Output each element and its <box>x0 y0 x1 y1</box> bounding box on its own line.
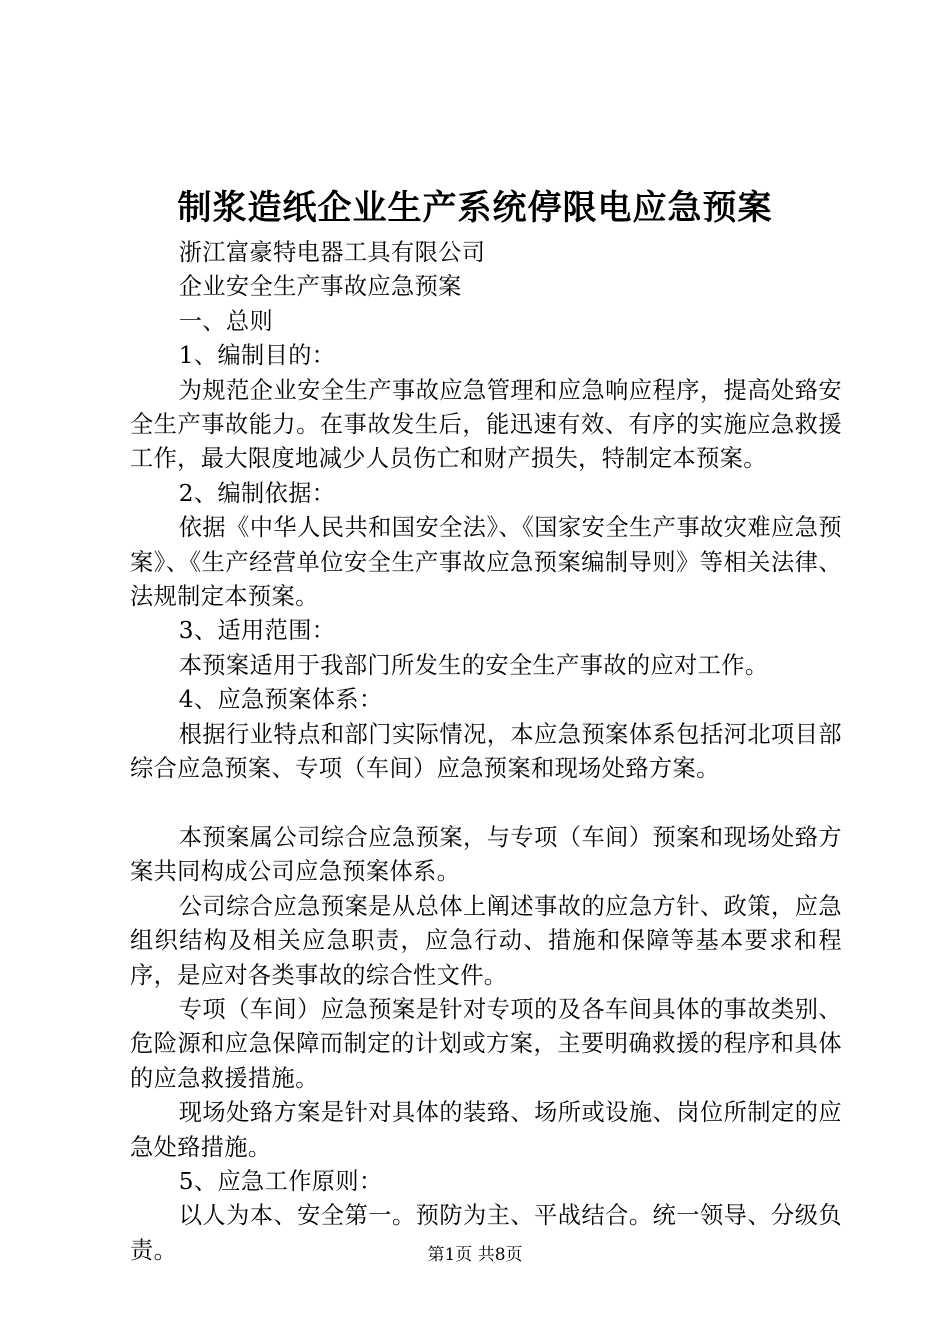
blank-line <box>130 787 842 821</box>
subsection-heading-basis: 2、编制依据： <box>178 479 336 507</box>
document-body <box>130 236 842 1268</box>
section-heading-general: 一、总则 <box>178 307 274 335</box>
plan-subtitle: 企业安全生产事故应急预案 <box>178 273 462 301</box>
paragraph-purpose: 为规范企业安全生产事故应急管理和应急响应程序，提高处臵安全生产事故能力。在事故发生后，能迅速有效、有序的实施应急救援工作，最大限度地减少人员伤亡和财产损失，特制定本预案。 <box>130 376 842 473</box>
document-title: 制浆造纸企业生产系统停限电应急预案 <box>177 188 773 228</box>
paragraph-scope: 本预案适用于我部门所发生的安全生产事故的应对工作。 <box>178 651 769 679</box>
paragraph-onsite-plan: 现场处臵方案是针对具体的装臵、场所或设施、岗位所制定的应急处臵措施。 <box>130 1099 842 1161</box>
paragraph-special-plan: 专项（车间）应急预案是针对专项的及各车间具体的事故类别、危险源和应急保障而制定的计划或方案，主要明确救援的程序和具体的应急救援措施。 <box>130 995 842 1092</box>
subsection-heading-purpose: 1、编制目的： <box>178 342 336 370</box>
page-number: 第1页 共8页 <box>427 1245 523 1265</box>
paragraph-basis: 依据《中华人民共和国安全法》、《国家安全生产事故灾难应急预案》、《生产经营单位安全生产事故应急预案编制导则》等相关法律、法规制定本预案。 <box>130 514 842 611</box>
company-name: 浙江富豪特电器工具有限公司 <box>178 239 486 266</box>
subsection-heading-principles: 5、应急工作原则： <box>178 1167 383 1195</box>
paragraph-company-plan: 本预案属公司综合应急预案，与专项（车间）预案和现场处臵方案共同构成公司应急预案体系。 <box>130 823 842 886</box>
paragraph-system: 根据行业特点和部门实际情况，本应急预案体系包括河北项目部综合应急预案、专项（车间）应急预案和现场处臵方案。 <box>130 720 842 783</box>
paragraph-comprehensive-plan: 公司综合应急预案是从总体上阐述事故的应急方针、政策，应急组织结构及相关应急职责，应急行动、措施和保障等基本要求和程序，是应对各类事故的综合性文件。 <box>130 892 842 989</box>
subsection-heading-system: 4、应急预案体系： <box>178 686 383 714</box>
paragraph-principles: 以人为本、安全第一。预防为主、平战结合。统一领导、分级负责。 <box>130 1202 842 1264</box>
subsection-heading-scope: 3、适用范围： <box>178 617 336 645</box>
